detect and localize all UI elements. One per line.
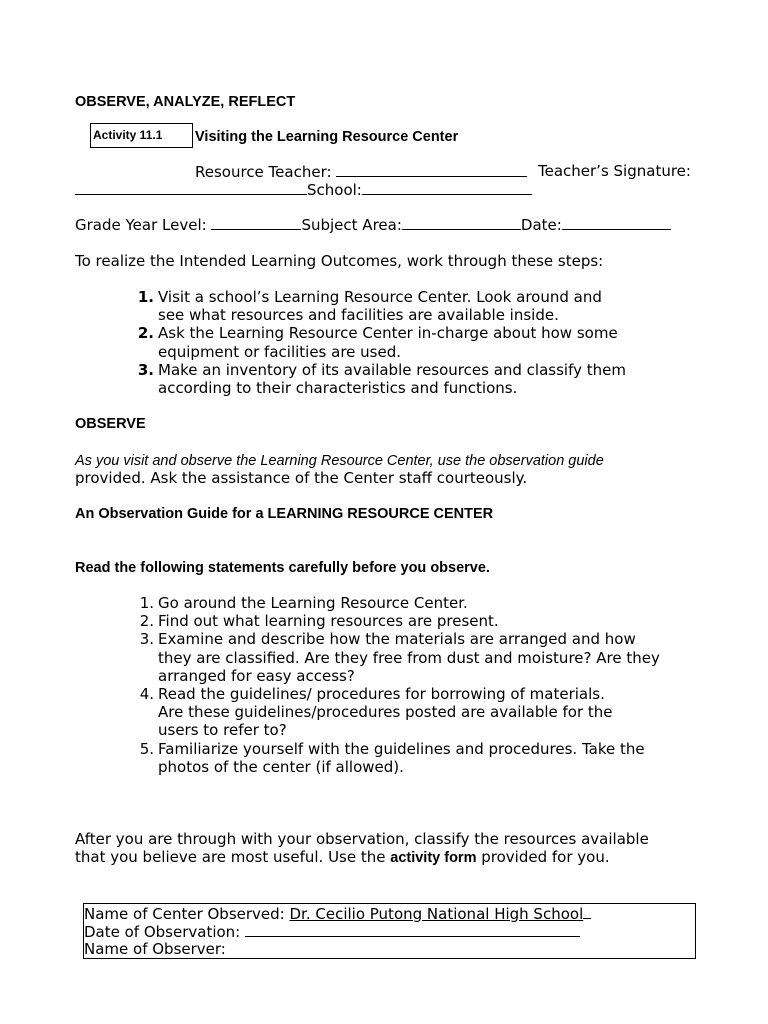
activity-form-text: activity form (390, 850, 477, 866)
list-item-number: 5. (139, 739, 154, 758)
list-item-line: users to refer to? (158, 721, 287, 740)
date-label: Date: (520, 216, 562, 234)
after-line-2-start: that you believe are most useful. Use the (75, 848, 391, 866)
after-line-2-end: provided for you. (476, 848, 610, 866)
list-item (139, 594, 660, 612)
list-item-line: Make an inventory of its available resources and classify them (158, 360, 626, 379)
list-item (137, 324, 626, 361)
list-item (139, 612, 660, 631)
list-item-line: photos of the center (if allowed). (158, 757, 404, 776)
list-item-number: 1. (137, 288, 154, 306)
list-item-line: according to their characteristics and functions. (158, 379, 518, 398)
after-line-2 (75, 848, 610, 867)
list-item-line: Ask the Learning Resource Center in-charge about how some (158, 324, 618, 343)
signature-blank (75, 180, 307, 195)
list-item (139, 685, 660, 740)
read-heading: Read the following statements carefully before you observe. (75, 560, 490, 576)
list-item-line: Go around the Learning Resource Center. (158, 594, 468, 612)
observe-text-normal: provided. Ask the assistance of the Center staff courteously. (75, 469, 528, 487)
resource-teacher-label: Resource Teacher: (195, 163, 332, 181)
date-observation-label: Date of Observation: (84, 923, 246, 941)
resource-teacher-field (195, 162, 527, 181)
list-item-number: 3. (139, 630, 154, 649)
list-item-line: Find out what learning resources are present. (158, 612, 499, 631)
teacher-signature-label: Teacher’s Signature: (538, 162, 691, 180)
list-item-number: 2. (139, 612, 154, 631)
observe-heading: OBSERVE (75, 416, 146, 432)
list-item-number: 1. (139, 594, 154, 612)
list-item-line: Visit a school’s Learning Resource Center. Look around and (158, 288, 602, 306)
intro-text: To realize the Intended Learning Outcomes, work through these steps: (75, 252, 604, 270)
school-blank (362, 180, 532, 195)
list-item (139, 630, 660, 685)
list-item-line: equipment or facilities are used. (158, 342, 402, 361)
list-item-line: arranged for easy access? (158, 666, 355, 685)
observe-text-italic: As you visit and observe the Learning Resource Center, use the observation guide (75, 453, 604, 469)
after-line-1: After you are through with your observation, classify the resources available (75, 830, 649, 848)
list-item-line: Are these guidelines/procedures posted are available for the (158, 703, 613, 722)
list-item-number: 4. (139, 685, 154, 704)
list-item-number: 2. (137, 324, 154, 343)
list-item (137, 360, 626, 398)
grade-year-level-label: Grade Year Level: (75, 216, 207, 234)
activity-label-box: Activity 11.1 (90, 123, 193, 148)
subject-area-blank (402, 215, 521, 230)
list-item-line: see what resources and facilities are available inside. (158, 306, 559, 325)
observer-row (84, 940, 226, 958)
page-heading: OBSERVE, ANALYZE, REFLECT (75, 94, 296, 110)
observer-label: Name of Observer: (84, 940, 226, 958)
guide-heading: An Observation Guide for a LEARNING RESOURCE CENTER (75, 506, 494, 522)
list-item-line: Examine and describe how the materials are arranged and how (158, 630, 636, 649)
list-item-number: 3. (137, 360, 154, 379)
grade-subject-date-row (75, 215, 671, 234)
date-blank (562, 215, 671, 230)
list-item (137, 288, 626, 325)
date-observation-row (84, 922, 580, 941)
center-observed-blank (583, 904, 591, 919)
list-item-line: Familiarize yourself with the guidelines and procedures. Take the (158, 739, 645, 758)
guide-list (139, 594, 660, 776)
subject-area-label: Subject Area: (301, 216, 402, 234)
list-item-line: Read the guidelines/ procedures for borrowing of materials. (158, 685, 605, 704)
center-observed-value: Dr. Cecilio Putong National High School (289, 905, 584, 923)
center-observed-row (84, 904, 591, 923)
list-item (139, 739, 660, 776)
steps-list (137, 288, 626, 398)
resource-teacher-blank (336, 162, 527, 177)
activity-title: Visiting the Learning Resource Center (195, 129, 459, 145)
date-observation-blank (245, 922, 580, 937)
center-observed-label: Name of Center Observed: (84, 905, 290, 923)
observation-form-box (83, 903, 696, 959)
grade-year-level-blank (211, 215, 301, 230)
school-field (75, 180, 532, 199)
school-label: School: (307, 181, 362, 199)
list-item-line: they are classified. Are they free from dust and moisture? Are they (158, 648, 660, 667)
